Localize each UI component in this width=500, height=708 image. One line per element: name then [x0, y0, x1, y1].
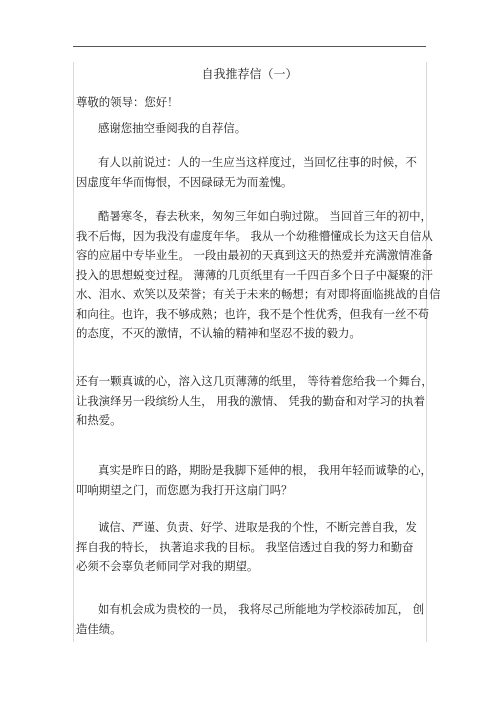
paragraph-3 [76, 207, 441, 344]
paragraph-line: 真实是昨日的路，期盼是我脚下延伸的根， 我用年轻而诚挚的心， [98, 463, 432, 477]
paragraph-line: 的态度，不灭的激情，不认输的精神和坚忍不拔的毅力。 [76, 326, 361, 340]
paragraph-line: 因虚度年华而悔恨，不因碌碌无为而羞愧。 [76, 174, 293, 189]
salutation-line: 尊敬的领导：您好！ [76, 95, 179, 109]
left-margin-line [73, 62, 74, 642]
paragraph-line: 感谢您抽空垂阅我的自荐信。 [98, 121, 247, 135]
paragraph-line: 如有机会成为贵校的一员， 我将尽己所能地为学校添砖加瓦， 创 [98, 602, 425, 616]
paragraph-line: 我不后悔，因为我没有虚度年华。 我从一个幼稚懵懂成长为这天自信从 [76, 228, 433, 243]
letter-title: 自我推荐信（一） [201, 67, 298, 81]
paragraph-line: 让我演绎另一段缤纷人生， 用我的激情、 凭我的勤奋和对学习的执着 [76, 393, 425, 408]
paragraph-line: 还有一颗真诚的心，溶入这几页薄薄的纸里， 等待着您给我一个舞台， [76, 374, 433, 388]
paragraph-line: 投入的思想蜕变过程。 薄薄的几页纸里有一千四百多个日子中凝聚的汗 [76, 267, 433, 282]
paragraph-6 [76, 518, 426, 577]
paragraph-7 [76, 600, 426, 639]
paragraph-line: 有人以前说过：人的一生应当这样度过，当回忆往事的时候，不 [98, 155, 417, 169]
right-margin-line [426, 62, 427, 642]
header-rule [73, 46, 426, 47]
paragraph-line: 和向往。也许，我不够成熟；也许，我不是个性优秀，但我有一丝不苟 [76, 306, 430, 321]
paragraph-4 [76, 372, 433, 431]
paragraph-line: 必须不会辜负老师同学对我的期望。 [76, 559, 259, 573]
paragraph-line: 酷暑寒冬，春去秋来，匆匆三年如白驹过隙。 当回首三年的初中， [98, 209, 432, 223]
paragraph-line: 叩响期望之门，而您愿为我打开这扇门吗？ [76, 482, 293, 497]
paragraph-line: 挥自我的特长， 执著追求我的目标。 我坚信透过自我的努力和勤奋 [76, 539, 414, 554]
paragraph-1 [76, 119, 426, 139]
paragraph-2 [76, 153, 426, 192]
paragraph-5 [76, 461, 432, 500]
paragraph-line: 容的应届中专毕业生。 一段由最初的天真到这天的热爱并充满激情准备 [76, 248, 433, 262]
paragraph-line: 诚信、严谨、负责、好学、进取是我的个性，不断完善自我，发 [98, 520, 417, 534]
paragraph-line: 和热爱。 [76, 413, 122, 427]
paragraph-line: 造佳绩。 [76, 621, 122, 636]
salutation [76, 93, 426, 113]
paragraph-line: 水、泪水、欢笑以及荣誉；有关于未来的畅想；有对即将面临挑战的自信 [76, 287, 441, 301]
